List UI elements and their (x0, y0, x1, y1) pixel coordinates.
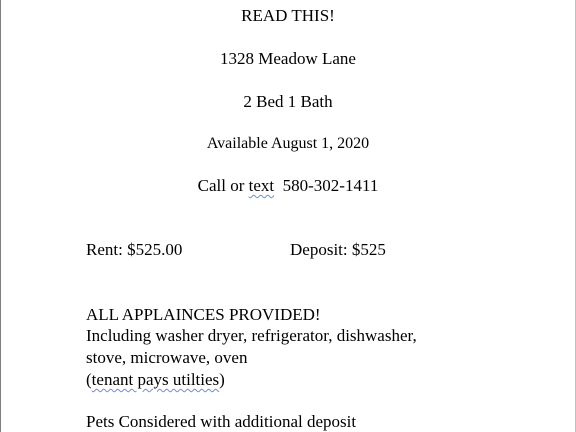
appliances-heading: ALL APPLAINCES PROVIDED! (86, 305, 321, 324)
availability-line: Available August 1, 2020 (206, 135, 370, 152)
utilities-close-paren: ) (219, 370, 225, 389)
contact-text-word: text (248, 176, 275, 195)
utilities-open-paren: ( (86, 370, 92, 389)
appliances-line-1: Including washer dryer, refrigerator, dishwasher, (86, 326, 417, 345)
pets-line: Pets Considered with additional deposit (86, 412, 357, 431)
deposit-text: Deposit: $525 (290, 240, 386, 259)
contact-line (0, 176, 576, 196)
contact-phone: 580-302-1411 (274, 176, 379, 195)
address-line: 1328 Meadow Lane (220, 49, 356, 68)
contact-prefix: Call or (197, 176, 249, 195)
appliances-line-2: stove, microwave, oven (86, 348, 248, 367)
utilities-text: tenant pays utilties (91, 370, 220, 389)
unit-line: 2 Bed 1 Bath (243, 92, 333, 111)
rent-text: Rent: $525.00 (86, 240, 183, 259)
heading: READ THIS! (241, 6, 335, 25)
utilities-line (86, 370, 225, 390)
